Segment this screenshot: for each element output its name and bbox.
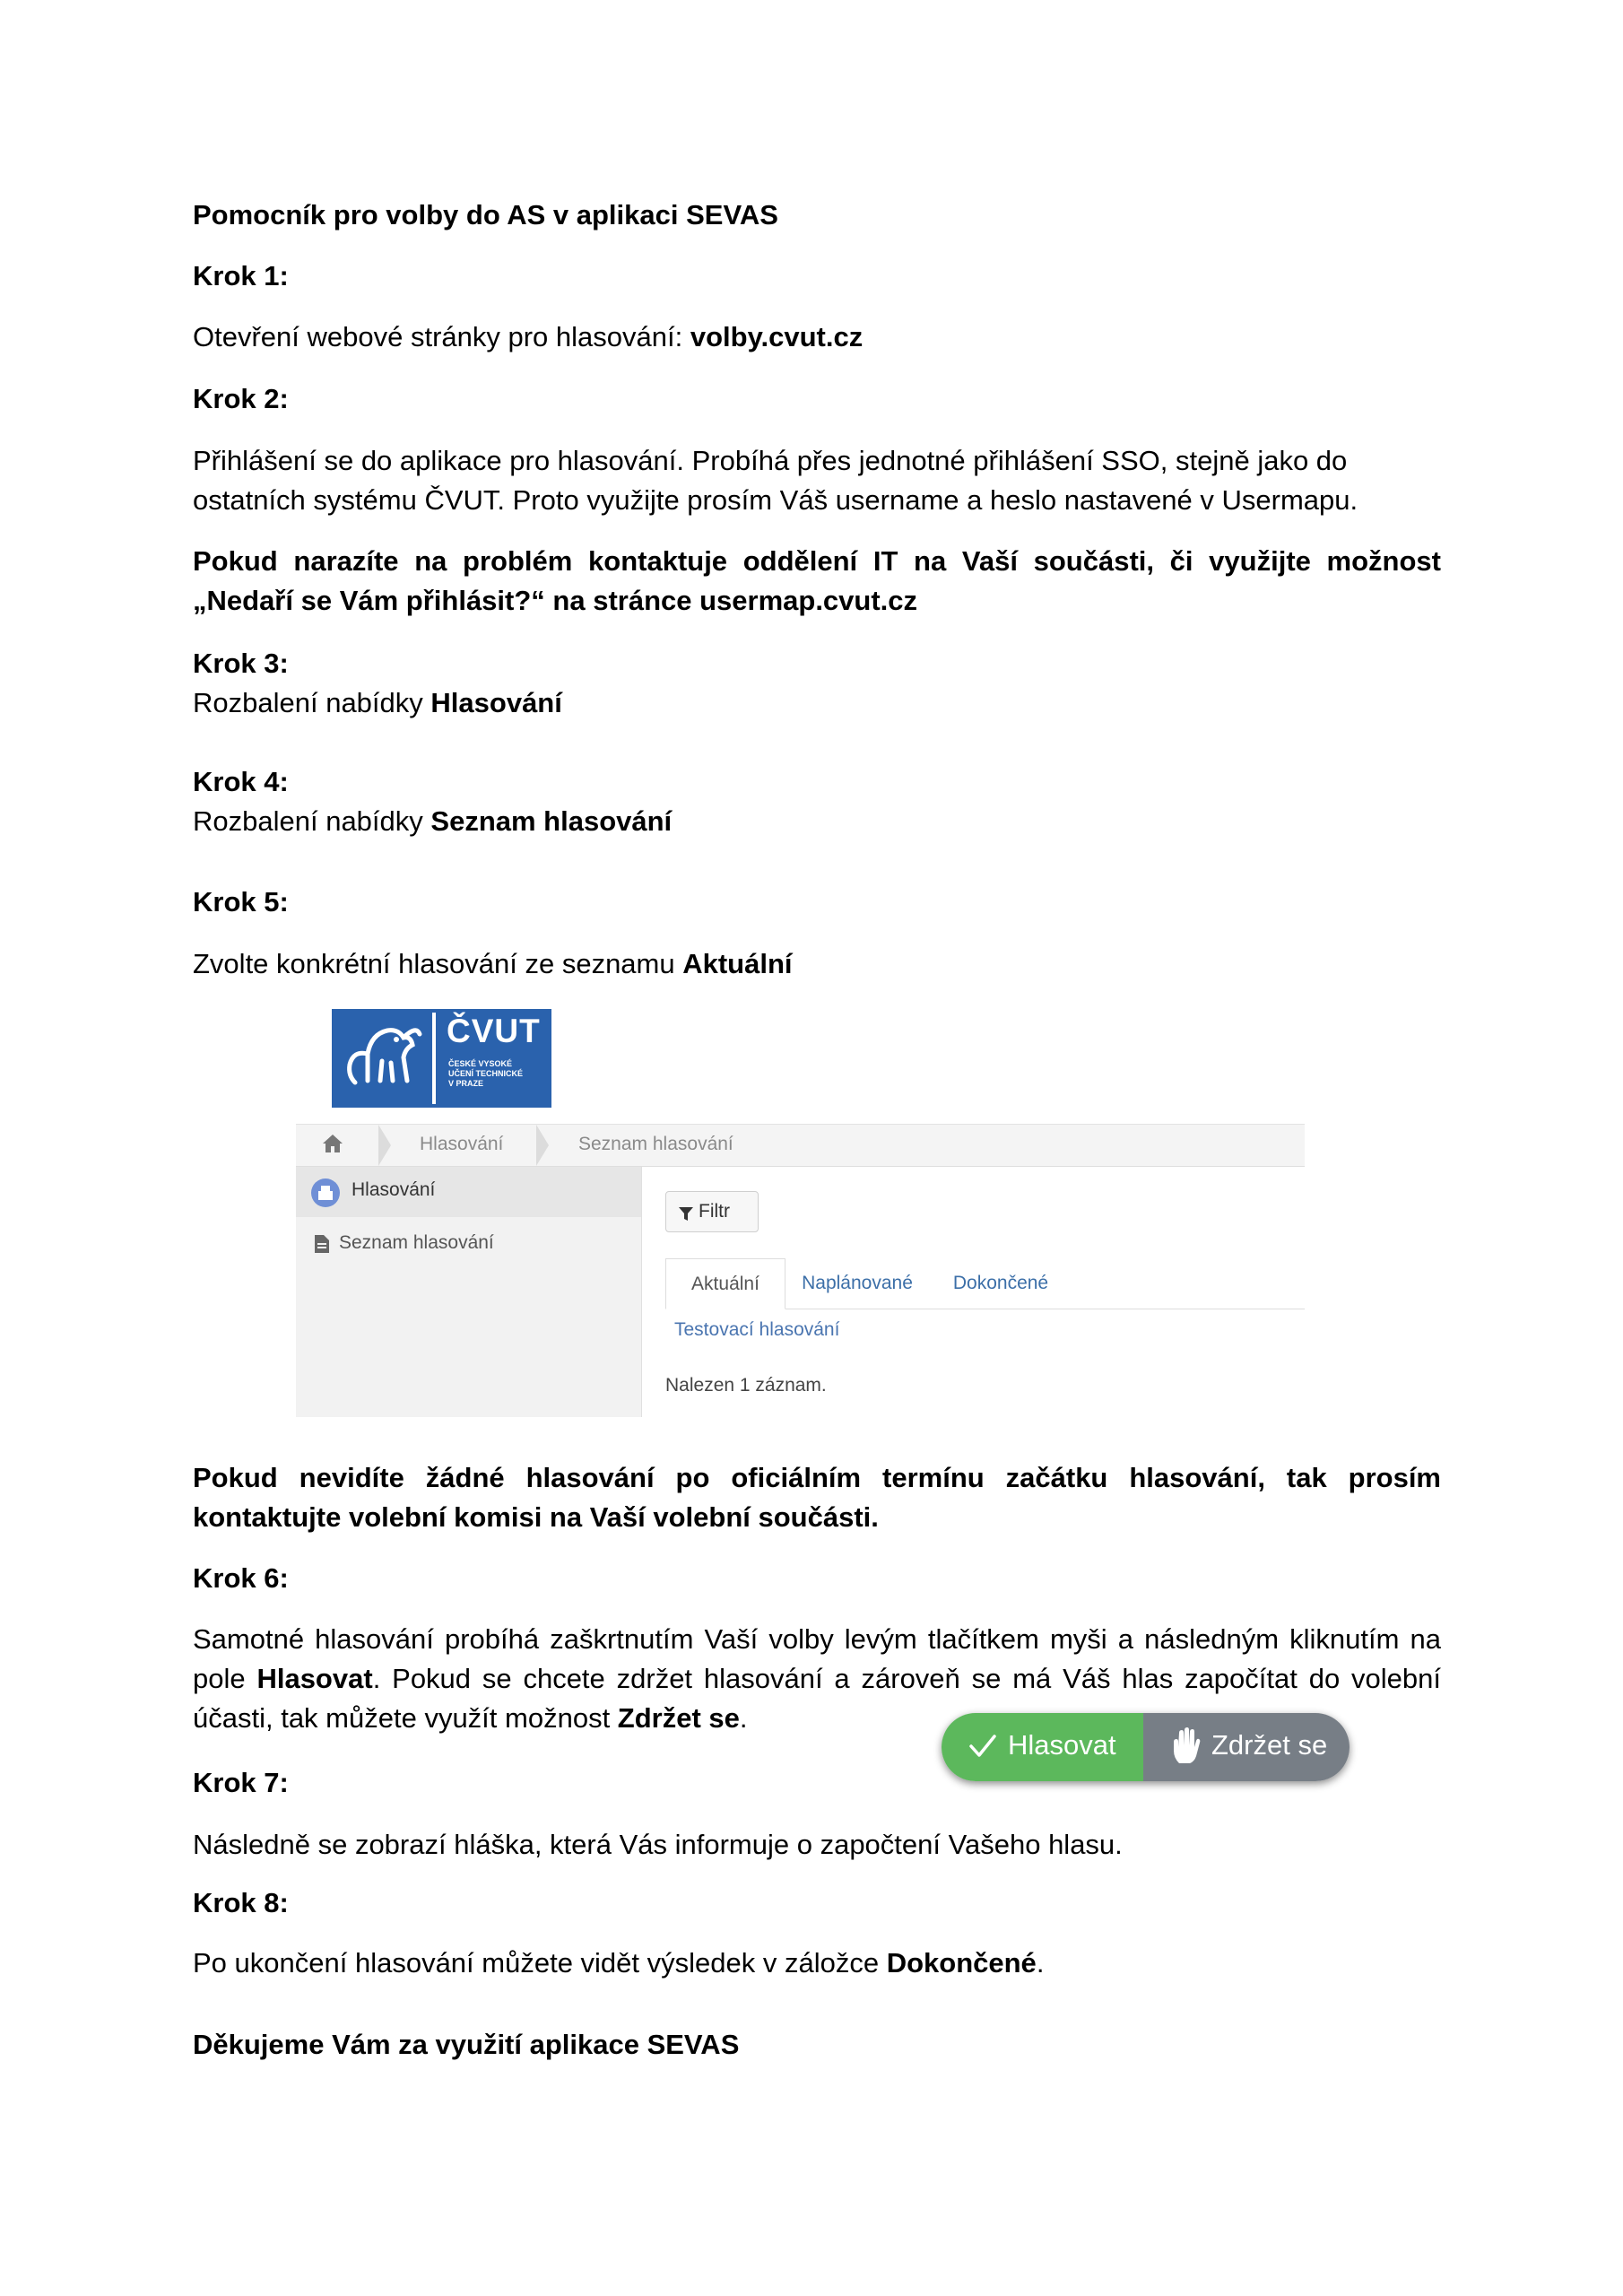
- step1-heading: Krok 1:: [193, 260, 289, 291]
- logo-subtext-line: V PRAZE: [448, 1079, 484, 1088]
- tab-aktualni[interactable]: Aktuální: [665, 1258, 785, 1309]
- step4-bold: Seznam hlasování: [430, 805, 673, 837]
- step6-text-part: . Pokud se chcete zdržet hlasování a zároveň se má Váš hlas započítat do volební účasti, tak můžete využít možnost: [193, 1663, 1441, 1734]
- logo-text: ČVUT: [447, 1013, 541, 1049]
- step6-heading: Krok 6:: [193, 1562, 289, 1594]
- voting-icon: [310, 1178, 341, 1213]
- tab-dokoncene[interactable]: Dokončené: [952, 1273, 1049, 1293]
- step2-text: Přihlášení se do aplikace pro hlasování. Probíhá přes jednotné přihlášení SSO, stejně jako do ostatních systému ČVUT. Proto využijte prosím Váš username a heslo nastavené v Usermapu.: [193, 445, 1358, 516]
- step5-text: [193, 944, 1441, 984]
- step5-heading: Krok 5:: [193, 886, 289, 918]
- step6-text-part: .: [739, 1702, 748, 1734]
- breadcrumb-separator: [536, 1125, 549, 1166]
- thanks-text: Děkujeme Vám za využití aplikace SEVAS: [193, 2029, 740, 2060]
- notice-text: Pokud nevidíte žádné hlasování po oficiálním termínu začátku hlasování, tak prosím kontaktujte volební komisi na Vaší volební součásti.: [193, 1462, 1441, 1533]
- step6-bold: Hlasovat: [256, 1663, 373, 1694]
- step3-text: [193, 683, 1441, 723]
- step7-heading: Krok 7:: [193, 1767, 289, 1798]
- tab-naplanovane[interactable]: Naplánované: [802, 1273, 913, 1293]
- step8-text: [193, 1944, 1441, 1983]
- lion-icon: [335, 1013, 436, 1104]
- step8-end: .: [1036, 1947, 1045, 1979]
- breadcrumb: [296, 1124, 1305, 1167]
- sidebar-item-label: Seznam hlasování: [339, 1232, 494, 1253]
- filter-button[interactable]: [665, 1191, 759, 1232]
- step2-note: Pokud narazíte na problém kontaktuje oddělení IT na Vaší součásti, či využijte možnost „Nedaří se Vám přihlásit?“ na stránce usermap.cvut.cz: [193, 545, 1441, 616]
- step6-text-part: Samotné hlasování probíhá zaškrtnutím Vaší volby levým tlačítkem myši a následným kliknutím na pole: [193, 1623, 1441, 1694]
- step1-text-body: Otevření webové stránky pro hlasování:: [193, 321, 690, 352]
- step7-text: Následně se zobrazí hláška, která Vás informuje o započtení Vašeho hlasu.: [193, 1829, 1123, 1860]
- step4-text: [193, 802, 1441, 841]
- volby-link[interactable]: volby.cvut.cz: [690, 321, 864, 352]
- step4-heading: Krok 4:: [193, 766, 289, 797]
- breadcrumb-item[interactable]: Seznam hlasování: [578, 1134, 733, 1154]
- filter-label: Filtr: [699, 1201, 730, 1222]
- tabs: [665, 1258, 1305, 1309]
- document-title: Pomocník pro volby do AS v aplikaci SEVAS: [193, 199, 778, 230]
- step3-text-body: Rozbalení nabídky: [193, 687, 431, 718]
- step3-heading: Krok 3:: [193, 648, 289, 679]
- abstain-label: Zdržet se: [1211, 1729, 1328, 1761]
- sidebar-item-hlasovani[interactable]: [296, 1167, 641, 1217]
- sidebar: [296, 1167, 642, 1417]
- filter-icon: [679, 1205, 693, 1227]
- step1-text: [193, 317, 1441, 357]
- logo-subtext-line: ČESKÉ VYSOKÉ: [448, 1059, 513, 1068]
- home-icon[interactable]: [321, 1133, 344, 1159]
- app-screenshot: [296, 1000, 1305, 1417]
- voting-item-link[interactable]: Testovací hlasování: [674, 1319, 840, 1340]
- check-icon: [968, 1733, 997, 1767]
- step5-bold: Aktuální: [682, 948, 793, 979]
- cvut-logo: [332, 1009, 551, 1108]
- sidebar-item-label: Hlasování: [352, 1179, 436, 1200]
- vote-label: Hlasovat: [1008, 1729, 1116, 1761]
- step8-bold: Dokončené: [886, 1947, 1037, 1979]
- step3-bold: Hlasování: [430, 687, 562, 718]
- step6-bold: Zdržet se: [617, 1702, 740, 1734]
- sidebar-item-seznam-hlasovani[interactable]: [296, 1219, 641, 1269]
- step2-heading: Krok 2:: [193, 383, 289, 414]
- logo-subtext-line: UČENÍ TECHNICKÉ: [448, 1069, 524, 1078]
- breadcrumb-separator: [378, 1125, 391, 1166]
- result-count: Nalezen 1 záznam.: [665, 1375, 827, 1396]
- step5-text-body: Zvolte konkrétní hlasování ze seznamu: [193, 948, 683, 979]
- breadcrumb-item[interactable]: Hlasování: [420, 1134, 504, 1154]
- document-icon: [314, 1234, 330, 1258]
- step8-heading: Krok 8:: [193, 1887, 289, 1918]
- logo-subtext: [448, 1059, 547, 1089]
- step4-text-body: Rozbalení nabídky: [193, 805, 431, 837]
- main-panel: [642, 1167, 1305, 1417]
- step8-text-body: Po ukončení hlasování můžete vidět výsledek v záložce: [193, 1947, 887, 1979]
